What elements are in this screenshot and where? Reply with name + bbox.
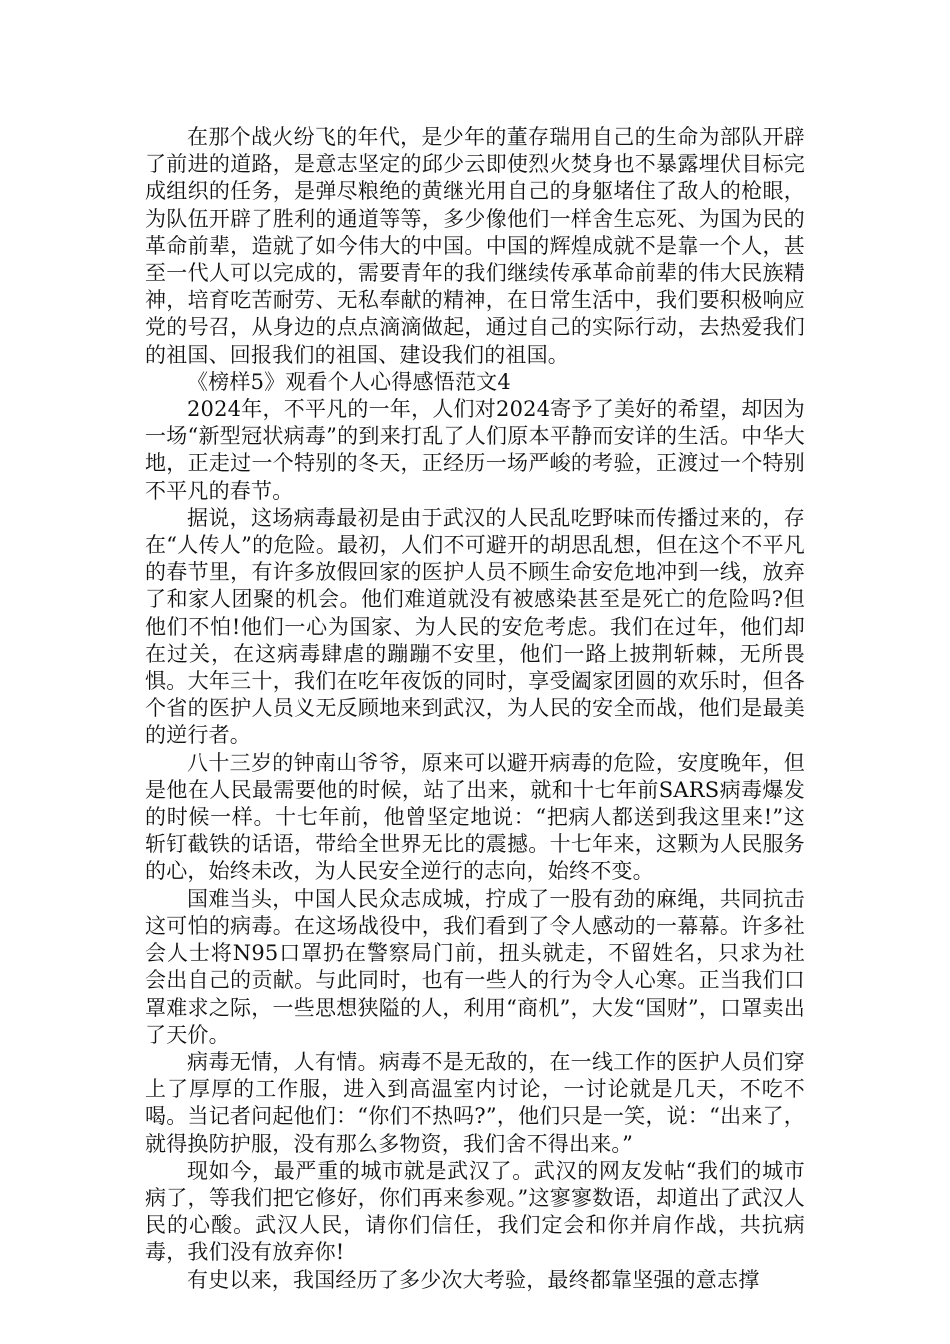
paragraph-national-unity: 国难当头，中国人民众志成城，拧成了一股有劲的麻绳，共同抗击这可怕的病毒。在这场战役中，我们看到了令人感动的一幕幕。许多社会人士将N95口罩扔在警察局门前，扭头就走，不留姓名，只求为社会出自己的贡献。与此同时，也有一些人的行为令人心寒。正当我们口罩难求之际，一些思想狭隘的人，利用“商机”，大发“国财”，口罩卖出了天价。 — [145, 886, 805, 1047]
paragraph-virus-origin: 据说，这场病毒最初是由于武汉的人民乱吃野味而传播过来的，存在“人传人”的危险。最初，人们不可避开的胡思乱想，但在这个不平凡的春节里，有许多放假回家的医护人员不顾生命安危地冲到一线，放弃了和家人团聚的机会。他们难道就没有被感染甚至是死亡的危险吗?但他们不怕!他们一心为国家、为人民的安危考虑。我们在过年，他们却在过关，在这病毒肆虐的蹦蹦不安里，他们一路上披荆斩棘，无所畏惧。大年三十，我们在吃年夜饭的同时，享受阖家团圆的欢乐时，但各个省的医护人员义无反顾地来到武汉，为人民的安全而战，他们是最美的逆行者。 — [145, 505, 805, 748]
section-heading: 《榜样5》观看个人心得感悟范文4 — [187, 369, 511, 394]
paragraph-wuhan: 现如今，最严重的城市就是武汉了。武汉的网友发帖“我们的城市病了，等我们把它修好，你们再来参观。”这寥寥数语，却道出了武汉人民的心酸。武汉人民，请你们信任，我们定会和你并肩作战，共抗病毒，我们没有放弃你! — [145, 1158, 805, 1265]
paragraph-revolutionary-heroes: 在那个战火纷飞的年代，是少年的董存瑞用自己的生命为部队开辟了前进的道路，是意志坚定的邱少云即使烈火焚身也不暴露埋伏目标完成组织的任务，是弹尽粮绝的黄继光用自己的身躯堵住了敌人的枪眼，为队伍开辟了胜利的通道等等，多少像他们一样舍生忘死、为国为民的革命前辈，造就了如今伟大的中国。中国的辉煌成就不是靠一个人，甚至一代人可以完成的，需要青年的我们继续传承革命前辈的伟大民族精神，培育吃苦耐劳、无私奉献的精神，在日常生活中，我们要积极响应党的号召，从身边的点点滴滴做起，通过自己的实际行动，去热爱我们的祖国、回报我们的祖国、建设我们的祖国。 — [145, 125, 805, 367]
article-body — [145, 124, 805, 1294]
paragraph-zhong-nanshan: 八十三岁的钟南山爷爷，原来可以避开病毒的危险，安度晚年，但是他在人民最需要他的时候，站了出来，就和十七年前SARS病毒爆发的时候一样。十七年前，他曾坚定地说：“把病人都送到我这里来!”这斩钉截铁的话语，带给全世界无比的震撼。十七年来，这颗为人民服务的心，始终未改，为人民安全逆行的志向，始终不变。 — [145, 750, 805, 884]
paragraph-2024-intro: 2024年，不平凡的一年，人们对2024寄予了美好的希望，却因为一场“新型冠状病毒”的到来打乱了人们原本平静而安详的生活。中华大地，正走过一个特别的冬天，正经历一场严峻的考验，正渡过一个特别不平凡的春节。 — [145, 397, 805, 503]
paragraph-medical-staff: 病毒无情，人有情。病毒不是无敌的，在一线工作的医护人员们穿上了厚厚的工作服，进入到高温室内讨论，一讨论就是几天，不吃不喝。当记者问起他们：“你们不热吗?”，他们只是一笑，说：“出来了，就得换防护服，没有那么多物资，我们舍不得出来。” — [145, 1049, 805, 1156]
paragraph-history-trials: 有史以来，我国经历了多少次大考验，最终都靠坚强的意志撑 — [187, 1267, 760, 1292]
